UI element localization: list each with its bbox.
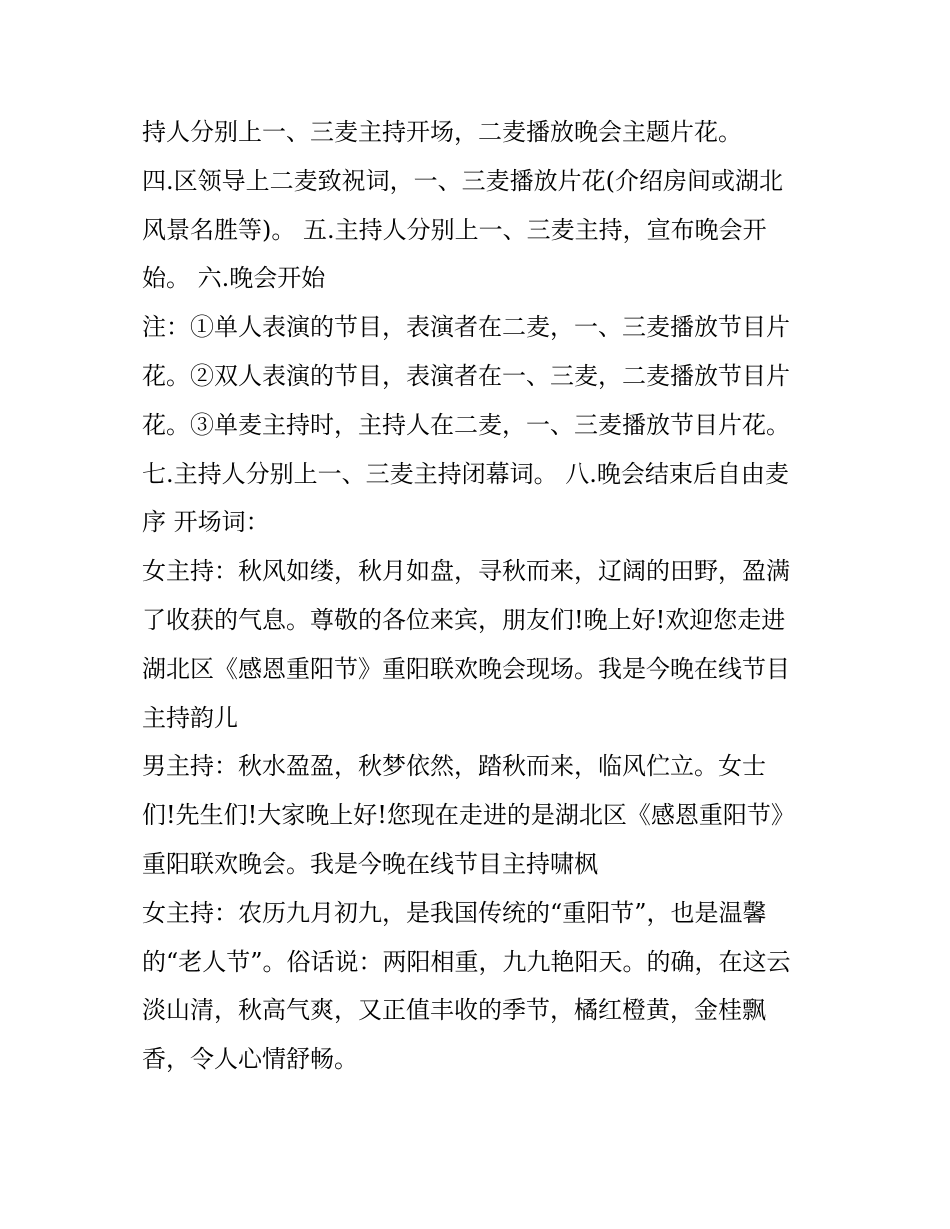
text-line: 女主持：秋风如缕，秋月如盘，寻秋而来，辽阔的田野，盈满 xyxy=(142,557,790,586)
text-line: 香，令人心情舒畅。 xyxy=(142,1045,358,1074)
text-line: 了收获的气息。尊敬的各位来宾，朋友们!晚上好!欢迎您走进 xyxy=(142,605,786,634)
text-line: 男主持：秋水盈盈，秋梦依然，踏秋而来，临风伫立。女士 xyxy=(142,752,766,781)
text-line: 女主持：农历九月初九，是我国传统的“重阳节”，也是温馨 xyxy=(142,898,767,927)
text-line: 序 开场词： xyxy=(142,508,270,537)
text-line: 持人分别上一、三麦主持开场，二麦播放晚会主题片花。 xyxy=(142,118,742,146)
document-body xyxy=(142,108,822,1084)
text-line: 的“老人节”。俗话说：两阳相重，九九艳阳天。的确，在这云 xyxy=(142,947,791,976)
text-line: 们!先生们!大家晚上好!您现在走进的是湖北区《感恩重阳节》 xyxy=(142,801,795,830)
text-line: 始。 六.晚会开始 xyxy=(142,264,326,293)
text-line: 花。③单麦主持时，主持人在二麦，一、三麦播放节目片花。 xyxy=(142,410,790,439)
text-line: 主持韵儿 xyxy=(142,703,238,732)
text-line: 淡山清，秋高气爽，又正值丰收的季节，橘红橙黄，金桂飘 xyxy=(142,996,766,1025)
text-line: 七.主持人分别上一、三麦主持闭幕词。 八.晚会结束后自由麦 xyxy=(142,459,789,488)
text-line: 四.区领导上二麦致祝词，一、三麦播放片花(介绍房间或湖北 xyxy=(142,166,783,195)
text-line: 风景名胜等)。 五.主持人分别上一、三麦主持，宣布晚会开 xyxy=(142,215,767,244)
text-line: 注：①单人表演的节目，表演者在二麦，一、三麦播放节目片 xyxy=(142,313,790,342)
text-line: 花。②双人表演的节目，表演者在一、三麦，二麦播放节目片 xyxy=(142,361,790,390)
text-line: 湖北区《感恩重阳节》重阳联欢晚会现场。我是今晚在线节目 xyxy=(142,654,790,683)
text-line: 重阳联欢晚会。我是今晚在线节目主持啸枫 xyxy=(142,849,598,878)
